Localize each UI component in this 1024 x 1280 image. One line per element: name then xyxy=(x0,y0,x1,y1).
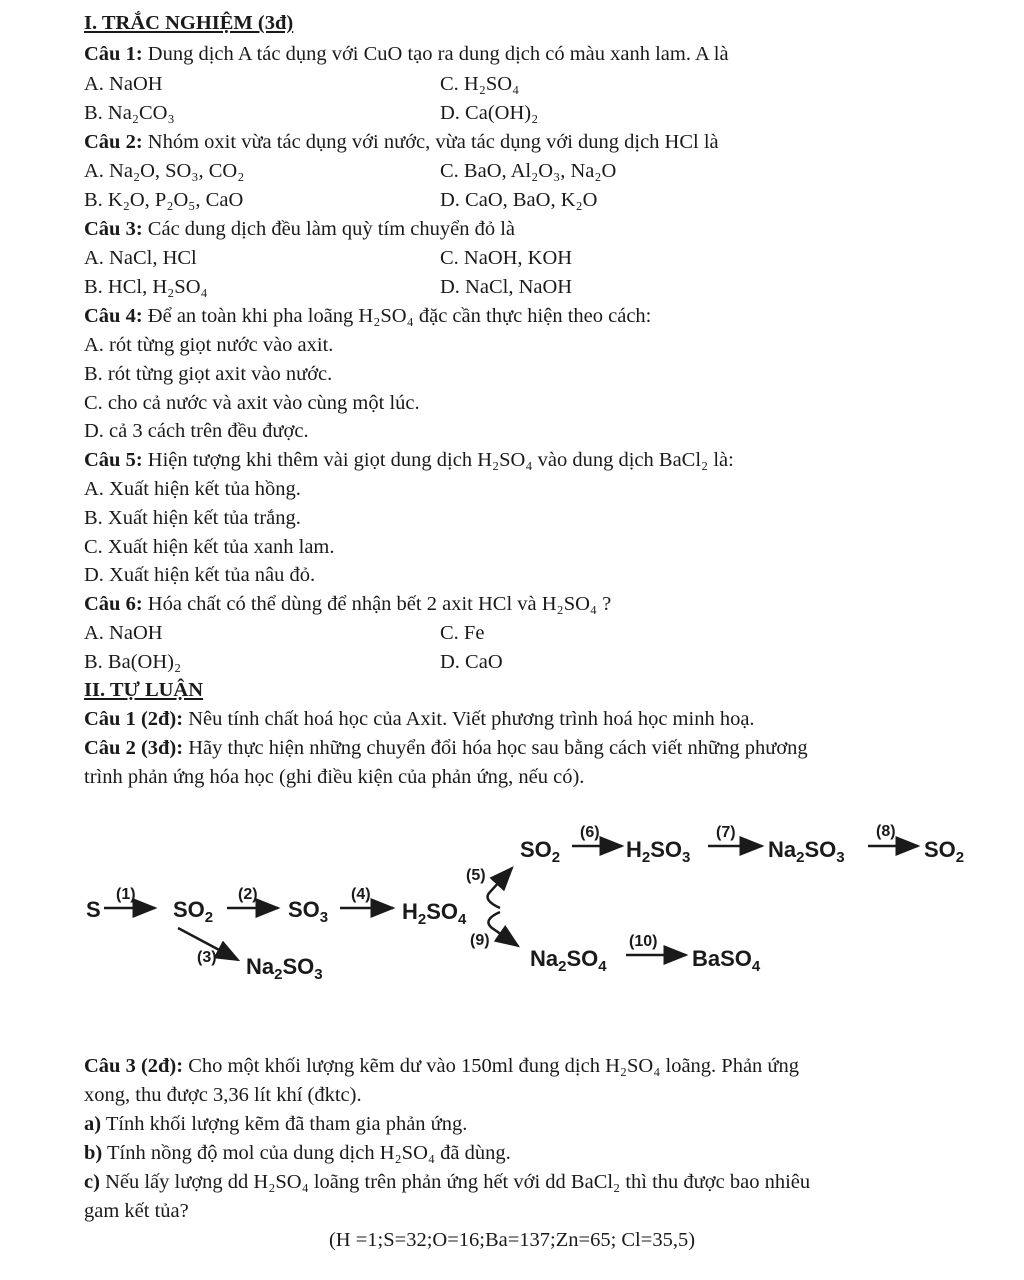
option-b[interactable]: B. rót từng giọt axit vào nước. xyxy=(84,363,333,385)
essay-question-3-cont: xong, thu được 3,36 lít khí (đktc). xyxy=(84,1084,362,1106)
species-h2so3: $H_2SO_3$ xyxy=(626,837,691,866)
question-label: Câu 1 (2đ): xyxy=(84,708,184,730)
question-5 xyxy=(84,447,734,473)
species-h2so4: $H_2SO_4$ xyxy=(402,899,467,928)
essay-question-2-cont: trình phản ứng hóa học (ghi điều kiện của phản ứng, nếu có). xyxy=(84,766,585,788)
option-d[interactable]: D. Ca(OH)₂ xyxy=(440,102,539,124)
question-label: Câu 2 (3đ): xyxy=(84,737,184,759)
question-text: Nêu tính chất hoá học của Axit. Viết phương trình hoá học minh hoạ. xyxy=(183,708,755,730)
option-a[interactable]: A. Na₂O, SO₃, CO₂ xyxy=(84,160,245,182)
question-label: Câu 5: xyxy=(84,449,143,471)
sub-question-c-cont: gam kết tủa? xyxy=(84,1200,189,1222)
option-a[interactable]: A. NaCl, HCl xyxy=(84,247,197,269)
option-a[interactable]: A. NaOH xyxy=(84,73,163,95)
question-label: Câu 3: xyxy=(84,218,143,240)
species-na2so3-top: $Na_2SO_3$ xyxy=(768,837,845,866)
question-text: Cho một khối lượng kẽm dư vào 150ml đung dịch H₂SO₄ loãng. Phản ứng xyxy=(183,1055,800,1077)
step-label-7: (7) xyxy=(716,824,736,841)
option-c[interactable]: C. H₂SO₄ xyxy=(440,73,520,95)
option-d[interactable]: D. cả 3 cách trên đều được. xyxy=(84,420,309,442)
step-label-1: (1) xyxy=(116,886,136,903)
arrow-9 xyxy=(488,912,518,946)
sub-text: Nếu lấy lượng dd H₂SO₄ loãng trên phản ứng hết với dd BaCl₂ thì thu được bao nhiêu xyxy=(99,1171,811,1193)
question-label: Câu 6: xyxy=(84,593,143,615)
species-na2so3-bottom: $Na_2SO_3$ xyxy=(246,954,323,983)
question-2 xyxy=(84,129,719,155)
option-d[interactable]: D. CaO xyxy=(440,651,503,673)
question-text: Nhóm oxit vừa tác dụng với nước, vừa tác dụng với dung dịch HCl là xyxy=(142,131,719,153)
option-c[interactable]: C. NaOH, KOH xyxy=(440,247,573,269)
step-label-10: (10) xyxy=(629,933,658,950)
option-d[interactable]: D. NaCl, NaOH xyxy=(440,276,573,298)
question-4 xyxy=(84,303,651,329)
arrow-5 xyxy=(488,868,512,908)
option-c[interactable]: C. Xuất hiện kết tủa xanh lam. xyxy=(84,536,335,558)
question-label: Câu 1: xyxy=(84,43,143,65)
species-baso4: BaSO$_4$ xyxy=(692,946,761,975)
question-6 xyxy=(84,591,611,617)
question-text: Các dung dịch đều làm quỳ tím chuyển đỏ là xyxy=(142,218,516,240)
option-c[interactable]: C. BaO, Al₂O₃, Na₂O xyxy=(440,160,617,182)
option-b[interactable]: B. HCl, H₂SO₄ xyxy=(84,276,208,298)
option-c[interactable]: C. cho cả nước và axit vào cùng một lúc. xyxy=(84,392,420,414)
option-b[interactable]: B. Ba(OH)₂ xyxy=(84,651,182,673)
section-title-essay: II. TỰ LUẬN xyxy=(84,679,204,701)
essay-question-2 xyxy=(84,735,808,761)
sub-question-b xyxy=(84,1140,511,1166)
question-3 xyxy=(84,216,515,242)
question-text: Dung dịch A tác dụng với CuO tạo ra dung dịch có màu xanh lam. A là xyxy=(142,43,729,65)
option-b[interactable]: B. Na₂CO₃ xyxy=(84,102,175,124)
species-so3: $SO_3$ xyxy=(288,897,329,926)
sub-text: Tính khối lượng kẽm đã tham gia phản ứng. xyxy=(101,1113,468,1135)
species-so2-top: $SO_2$ xyxy=(520,837,561,866)
step-label-9: (9) xyxy=(470,932,490,949)
option-b[interactable]: B. Xuất hiện kết tủa trắng. xyxy=(84,507,301,529)
option-d[interactable]: D. CaO, BaO, K₂O xyxy=(440,189,598,211)
question-label: Câu 4: xyxy=(84,305,143,327)
step-label-4: (4) xyxy=(351,886,371,903)
section-title-multiple-choice: I. TRẮC NGHIỆM (3đ) xyxy=(84,12,294,34)
question-label: Câu 3 (2đ): xyxy=(84,1055,184,1077)
question-label: Câu 2: xyxy=(84,131,143,153)
sub-label: a) xyxy=(84,1113,102,1135)
species-s: S xyxy=(86,897,101,922)
question-text: Hiện tượng khi thêm vài giọt dung dịch H₂SO₄ vào dung dịch BaCl₂ là: xyxy=(142,449,734,471)
reaction-scheme-diagram xyxy=(0,800,1024,1000)
option-c[interactable]: C. Fe xyxy=(440,622,485,644)
question-text: Để an toàn khi pha loãng H₂SO₄ đặc cần thực hiện theo cách: xyxy=(142,305,652,327)
sub-text: Tính nồng độ mol của dung dịch H₂SO₄ đã dùng. xyxy=(102,1142,511,1164)
essay-question-1 xyxy=(84,706,755,732)
question-text: Hóa chất có thể dùng để nhận bết 2 axit HCl và H₂SO₄ ? xyxy=(142,593,612,615)
species-so2: $SO_2$ xyxy=(173,897,214,926)
species-na2so4: $Na_2SO_4$ xyxy=(530,946,607,975)
sub-label: c) xyxy=(84,1171,100,1193)
essay-question-3 xyxy=(84,1053,799,1079)
question-text: Hãy thực hiện những chuyển đổi hóa học sau bằng cách viết những phương xyxy=(183,737,808,759)
step-label-5: (5) xyxy=(466,867,486,884)
option-a[interactable]: A. rót từng giọt nước vào axit. xyxy=(84,334,334,356)
option-a[interactable]: A. Xuất hiện kết tủa hồng. xyxy=(84,478,301,500)
option-b[interactable]: B. K₂O, P₂O₅, CaO xyxy=(84,189,244,211)
question-1 xyxy=(84,41,729,67)
step-label-6: (6) xyxy=(580,824,600,841)
species-so2-end: $SO_2$ xyxy=(924,837,965,866)
sub-label: b) xyxy=(84,1142,103,1164)
sub-question-a xyxy=(84,1111,467,1137)
option-d[interactable]: D. Xuất hiện kết tủa nâu đỏ. xyxy=(84,564,316,586)
step-label-8: (8) xyxy=(876,823,896,840)
step-label-3: (3) xyxy=(197,949,217,966)
atomic-masses: (H =1;S=32;O=16;Ba=137;Zn=65; Cl=35,5) xyxy=(328,1229,696,1251)
sub-question-c xyxy=(84,1169,810,1195)
step-label-2: (2) xyxy=(238,886,258,903)
option-a[interactable]: A. NaOH xyxy=(84,622,163,644)
